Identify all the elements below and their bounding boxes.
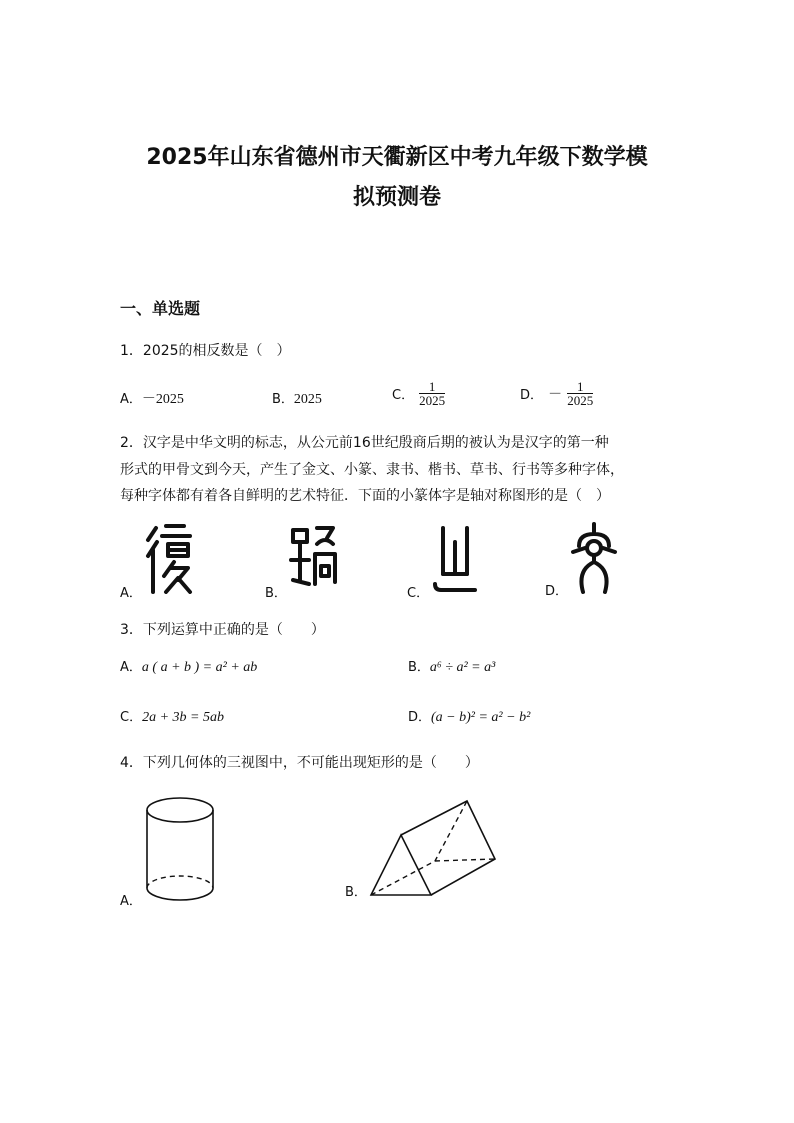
q4-option-a-label: A． [120,894,142,909]
q2-option-b[interactable] [265,520,345,600]
q1-option-d-numerator: 1 [567,380,593,394]
q1-option-c-denominator: 2025 [419,393,446,408]
q1-option-c[interactable] [392,380,445,407]
q1-option-b[interactable] [272,388,322,408]
q4-option-b-label: B． [345,885,367,900]
q2-option-d[interactable] [545,520,625,600]
q3-option-d-label: D． [408,710,432,725]
q1-option-d-label: D． [520,388,544,403]
q1-option-d-fraction [567,380,593,407]
q3-option-a[interactable] [120,656,257,676]
cylinder-image [142,792,218,908]
q2-option-a[interactable] [120,520,200,600]
q1-option-b-label: B． [272,392,294,407]
q3-option-d-expr: (a − b)² = a² − b² [431,710,531,725]
q3-option-a-expr: a ( a + b ) = a² + ab [141,660,258,675]
q1-option-a-label: A． [120,392,142,407]
q2-option-c-label: C． [407,586,430,601]
q1-option-d-denominator: 2025 [567,393,594,408]
q4-option-b[interactable] [345,795,505,905]
q3-stem: 3．下列运算中正确的是（ ） [120,622,325,638]
q3-option-d[interactable] [408,706,530,726]
q2-stem-line3: 每种字体都有着各自鲜明的艺术特征．下面的小篆体字是轴对称图形的是（ ） [120,488,610,504]
page-title-line1: 2025年山东省德州市天衢新区中考九年级下数学模 [146,145,648,170]
q3-option-a-label: A． [120,660,142,675]
q1-option-c-numerator: 1 [419,380,445,394]
q3-option-b-label: B． [408,660,430,675]
q3-option-b-expr: a⁶ ÷ a² = a³ [429,660,496,675]
seal-glyph-d-image [569,522,619,594]
q3-option-c[interactable] [120,706,224,726]
q3-option-b[interactable] [408,656,495,676]
q2-option-c[interactable] [407,520,487,600]
seal-glyph-b-image [287,524,339,592]
q2-stem-line2: 形式的甲骨文到今天，产生了金文、小篆、隶书、楷书、草书、行书等多种字体， [120,462,624,478]
q1-option-d[interactable] [520,380,593,407]
section-heading: 一、单选题 [120,299,201,318]
q2-option-d-label: D． [545,584,569,599]
page-title-line2: 拟预测卷 [352,185,441,210]
triangular-prism-image [369,797,499,901]
seal-glyph-a-image [144,522,194,594]
q1-option-c-fraction [419,380,445,407]
q2-option-b-label: B． [265,586,287,601]
q1-stem: 1．2025的相反数是（ ） [120,343,291,359]
q1-option-a[interactable] [120,388,184,408]
q3-option-c-expr: 2a + 3b = 5ab [142,710,224,725]
q1-option-d-sign: － [548,387,563,403]
q1-option-a-value: －2025 [141,392,184,407]
q2-stem-line1: 2．汉字是中华文明的标志，从公元前16世纪殷商后期的被认为是汉字的第一种 [120,435,609,451]
q1-option-b-value: 2025 [293,392,322,407]
q4-stem: 4．下列几何体的三视图中，不可能出现矩形的是（ ） [120,755,479,771]
seal-glyph-c-image [431,524,479,594]
q4-option-a[interactable] [120,790,230,915]
q3-option-c-label: C． [120,710,143,725]
q2-option-a-label: A． [120,586,142,601]
q1-option-c-label: C． [392,388,415,403]
